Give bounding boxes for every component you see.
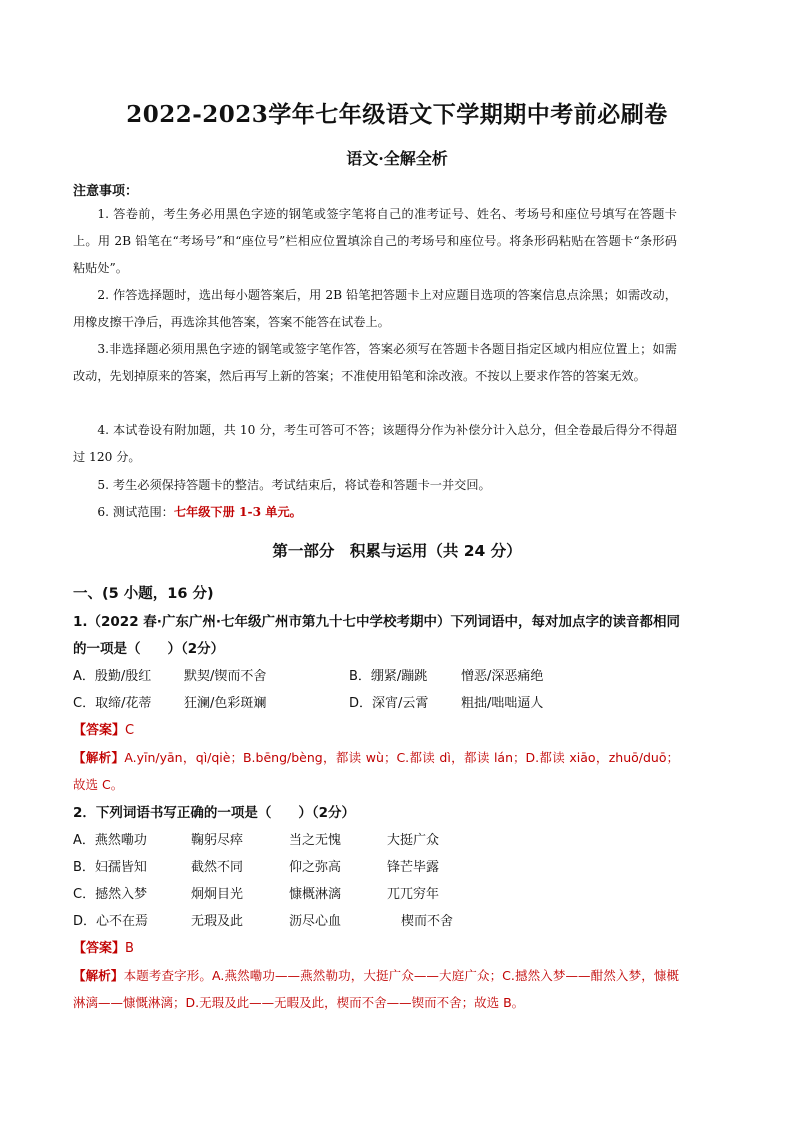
option-d-part2: 粗拙/咄咄逼人 [461, 696, 544, 711]
option-text: 无瑕及此 [191, 914, 244, 929]
option-text: 当之无愧 [289, 833, 342, 848]
option-c-part1: C．取缔/花蒂 [73, 696, 152, 711]
question-2-stem: 2．下列词语书写正确的一项是（ ）（2分） [73, 805, 356, 821]
option-text: 仰之弥高 [289, 860, 342, 875]
notice-item-4: 4. 本试卷设有附加题，共 10 分，考生可答可不答；该题得分作为补偿分计入总分，但全卷最后得分不得超过 120 分。 [73, 423, 677, 464]
option-text: 沥尽心血 [289, 914, 342, 929]
test-scope: 七年级下册 1-3 单元。 [173, 505, 302, 519]
question-2-answer [73, 935, 134, 962]
section-heading: 一、(5 小题，16 分) [73, 586, 214, 602]
option-text: 鞠躬尽瘁 [191, 833, 244, 848]
notice-item-2: 2. 作答选择题时，选出每小题答案后，用 2B 铅笔把答题卡上对应题目选项的答案信息点涂黑；如需改动，用橡皮擦干净后，再选涂其他答案，答案不能答在试卷上。 [73, 288, 677, 329]
option-text: 慷概淋漓 [289, 887, 342, 902]
option-a-part1: A．殷勤/殷红 [73, 669, 152, 684]
option-b-part1: B．绷紧/蹦跳 [349, 669, 428, 684]
question-1-answer [73, 717, 134, 744]
notice-heading: 注意事项： [73, 184, 139, 199]
option-d-part1: D．深宵/云霄 [349, 696, 429, 711]
question-2-analysis [73, 962, 679, 1016]
analysis-tag: 【解析】 [73, 968, 124, 983]
answer-tag: 【答案】 [73, 723, 126, 738]
notice-item-1: 1. 答卷前，考生务必用黑色字迹的钢笔或签字笔将自己的准考证号、姓名、考场号和座位号填写在答题卡上。用 2B 铅笔在“考场号”和“座位号”栏相应位置填涂自己的考场号和座位号。将条形码粘贴在答题卡“条形码粘贴处”。 [73, 207, 677, 275]
notice-item-5: 5. 考生必须保持答题卡的整洁。考试结束后，将试卷和答题卡一并交回。 [97, 478, 491, 492]
question-1-stem: 1.（2022 春·广东广州·七年级广州市第九十七中学校考期中）下列词语中，每对加点字的读音都相同的一项是（ ）（2分） [73, 614, 681, 657]
notice-item-6-prefix: 6. 测试范围： [97, 505, 174, 519]
notice-item-6 [73, 499, 677, 526]
option-text: 大挺广众 [387, 833, 440, 848]
option-text: 兀兀穷年 [387, 887, 440, 902]
part-heading: 第一部分 积累与运用（共 24 分） [272, 542, 522, 560]
option-text: 炯炯目光 [191, 887, 244, 902]
exam-title: 2022-2023学年七年级语文下学期期中考前必刷卷 [126, 101, 668, 128]
analysis-text: A.yīn/yān，qì/qiè；B.bēng/bèng，都读 wù；C.都读 dì，都读 lán；D.都读 xiāo，zhuō/duō；故选 C。 [73, 750, 679, 792]
question-1-analysis [73, 744, 679, 798]
answer-value: B [125, 941, 134, 956]
option-text: 锋芒毕露 [387, 860, 440, 875]
option-b-part2: 憎恶/深恶痛绝 [461, 669, 544, 684]
option-c-part2: 狂澜/色彩斑斓 [184, 696, 267, 711]
answer-value: C [125, 723, 135, 738]
option-text: 截然不同 [191, 860, 244, 875]
option-text: 楔而不舍 [401, 914, 454, 929]
answer-tag: 【答案】 [73, 941, 126, 956]
analysis-text: 本题考查字形。A.燕然嘞功——燕然勒功，大挺广众——大庭广众；C.撼然入梦——酣然入梦，慷概淋漓——慷慨淋漓；D.无瑕及此——无暇及此，楔而不舍——锲而不舍；故选 B。 [73, 968, 679, 1010]
option-text: A．燕然嘞功 [73, 833, 147, 848]
option-a-part2: 默契/锲而不舍 [184, 669, 267, 684]
option-text: B．妇孺皆知 [73, 860, 147, 875]
option-text: D．心不在焉 [73, 914, 149, 929]
analysis-tag: 【解析】 [73, 750, 125, 765]
notice-item-3: 3.非选择题必须用黑色字迹的钢笔或签字笔作答，答案必须写在答题卡各题目指定区域内相应位置上；如需改动，先划掉原来的答案，然后再写上新的答案；不准使用铅笔和涂改液。不按以上要求作答的答案无效。 [73, 342, 677, 383]
exam-subtitle: 语文·全解全析 [346, 149, 448, 168]
option-text: C．撼然入梦 [73, 887, 148, 902]
